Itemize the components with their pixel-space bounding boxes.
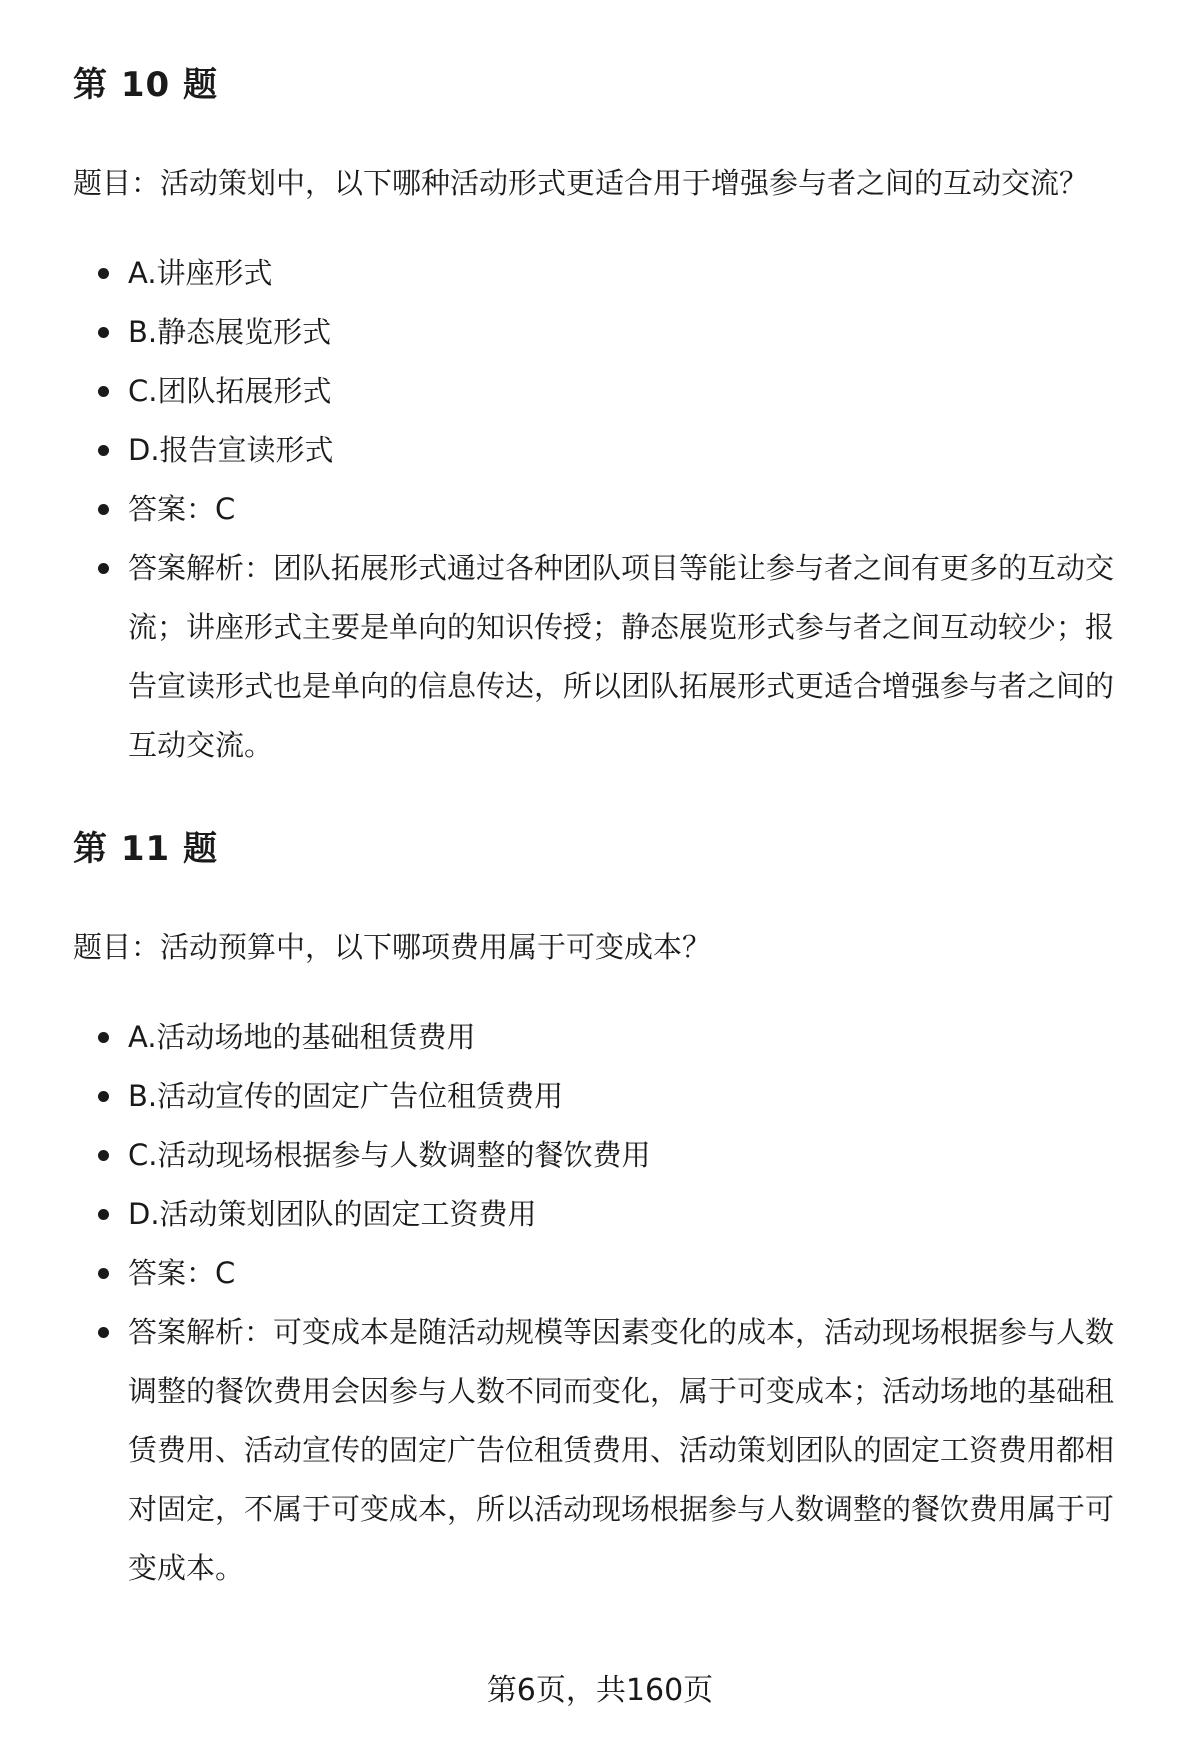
bullet-icon <box>98 445 109 456</box>
option-item <box>0 421 1200 480</box>
option-item <box>0 1008 1200 1067</box>
option-item <box>0 1185 1200 1244</box>
bullet-icon <box>98 1209 109 1220</box>
option-text: B.活动宣传的固定广告位租赁费用 <box>128 1079 564 1113</box>
option-text: D.活动策划团队的固定工资费用 <box>128 1197 537 1231</box>
analysis-text: 答案解析：可变成本是随活动规模等因素变化的成本，活动现场根据参与人数调整的餐饮费用会因参与人数不同而变化，属于可变成本；活动场地的基础租赁费用、活动宣传的固定广告位租赁费用、活动策划团队的固定工资费用都相对固定，不属于可变成本，所以活动现场根据参与人数调整的餐饮费用属于可变成本。 <box>128 1315 1115 1585</box>
question-stem: 题目：活动预算中，以下哪项费用属于可变成本？ <box>73 930 712 964</box>
bullet-icon <box>98 1150 109 1161</box>
bullet-icon <box>98 1327 109 1338</box>
bullet-icon <box>98 386 109 397</box>
bullet-icon <box>98 504 109 515</box>
bullet-icon <box>98 1268 109 1279</box>
question-options-list <box>0 1008 1200 1598</box>
analysis-item <box>0 539 1200 775</box>
question-title: 第 11 题 <box>73 829 218 869</box>
option-item <box>0 244 1200 303</box>
question-stem: 题目：活动策划中，以下哪种活动形式更适合用于增强参与者之间的互动交流？ <box>73 166 1089 200</box>
bullet-icon <box>98 268 109 279</box>
option-item <box>0 362 1200 421</box>
option-text: A.活动场地的基础租赁费用 <box>128 1020 476 1054</box>
page-indicator: 第6页，共160页 <box>486 1673 714 1708</box>
answer-item <box>0 480 1200 539</box>
option-text: D.报告宣读形式 <box>128 433 334 467</box>
answer-text: 答案：C <box>128 492 236 526</box>
option-text: C.团队拓展形式 <box>128 374 332 408</box>
option-item <box>0 1067 1200 1126</box>
analysis-text: 答案解析：团队拓展形式通过各种团队项目等能让参与者之间有更多的互动交流；讲座形式主要是单向的知识传授；静态展览形式参与者之间互动较少；报告宣读形式也是单向的信息传达，所以团队拓展形式更适合增强参与者之间的互动交流。 <box>128 551 1115 762</box>
bullet-icon <box>98 1091 109 1102</box>
option-text: B.静态展览形式 <box>128 315 332 349</box>
answer-text: 答案：C <box>128 1256 236 1290</box>
option-item <box>0 1126 1200 1185</box>
bullet-icon <box>98 1032 109 1043</box>
question-title: 第 10 题 <box>73 65 218 105</box>
analysis-item <box>0 1303 1200 1598</box>
bullet-icon <box>98 563 109 574</box>
option-text: A.讲座形式 <box>128 256 273 290</box>
option-text: C.活动现场根据参与人数调整的餐饮费用 <box>128 1138 651 1172</box>
option-item <box>0 303 1200 362</box>
question-options-list <box>0 244 1200 775</box>
answer-item <box>0 1244 1200 1303</box>
bullet-icon <box>98 327 109 338</box>
